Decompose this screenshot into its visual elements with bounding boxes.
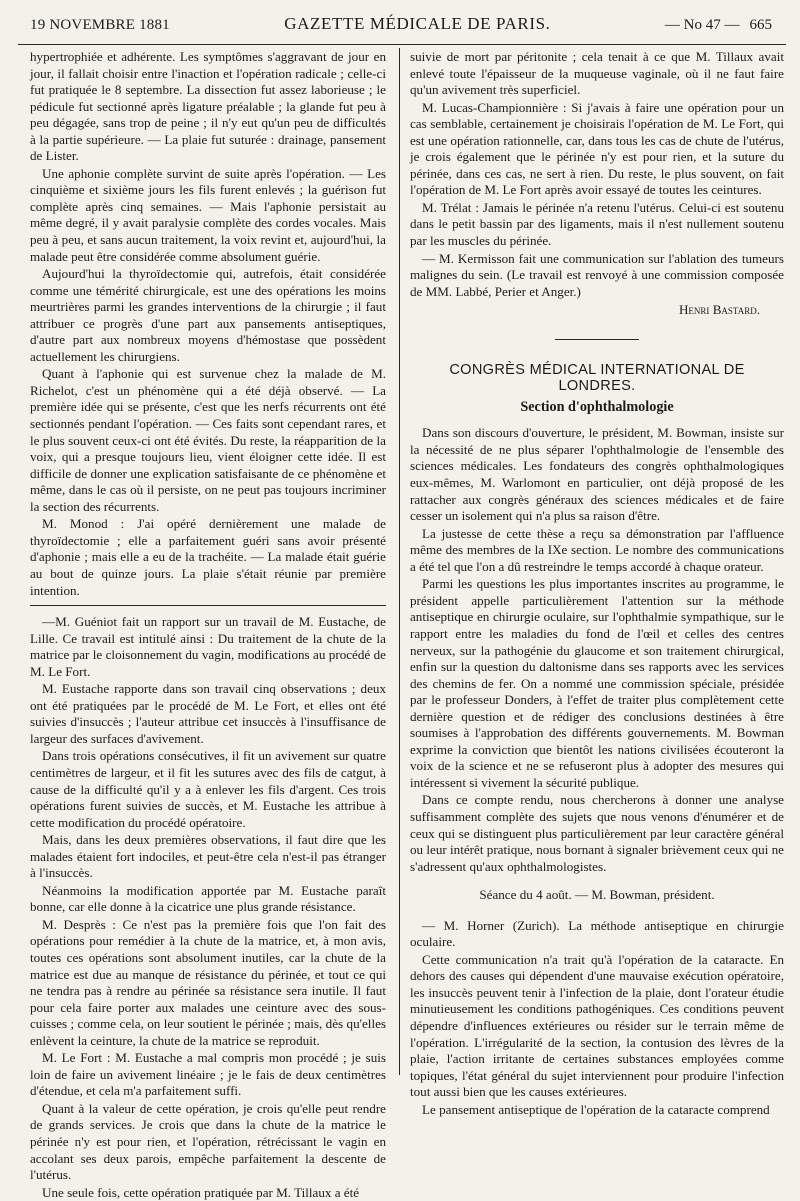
paragraph: La justesse de cette thèse a reçu sa démonstration par l'affluence même des membres de la IXe section. Le nombre des communications a été tel que l'on a dû restreindre le temps accordé à chaque orateur. [410, 525, 784, 574]
column-divider [399, 48, 400, 1075]
paragraph: Dans son discours d'ouverture, le président, M. Bowman, insiste sur la nécessité de ne plus séparer l'ophthalmologie de l'ensemble des sciences médicales. Les fondateurs des congrès ophthalmologiques eux-mêmes, M. Warlomont en particulier, ont déjà proposé de les rattacher aux congrès généraux des sciences médicales et de faire cesser un isolement qui n'a plus sa raison d'être. [410, 425, 784, 524]
paragraph: hypertrophiée et adhérente. Les symptômes s'aggravant de jour en jour, il fallait choisir entre l'inaction et l'opération radicale ; celle-ci fut pratiquée le 8 septembre. La dissection fut assez laborieuse ; le pédicule fut sectionné après ligature préalable ; la glande fut peu à peu dégagée, sans trop de peine ; il n'y eut qu'un peu de difficultés à la partie supérieure. — La plaie fut suturée : drainage, pansement de Lister. [30, 49, 386, 164]
header-rule [18, 44, 786, 45]
paragraph: Dans ce compte rendu, nous chercherons à donner une analyse suffisamment complète des sujets que nous venons d'énumérer et de ceux qui se distinguent plus particulièrement par leur caractère général ou leur intérêt pratique, nous bornant à signaler brièvement ceux qui ne s'adressent qu'aux ophthalmologistes. [410, 792, 784, 874]
page-header [30, 14, 772, 40]
paragraph: M. Le Fort : M. Eustache a mal compris mon procédé ; je suis loin de faire un avivement linéaire ; je le fais de deux centimètres d'étendue, et cela m'a parfaitement suffi. [30, 1050, 386, 1099]
paragraph: Parmi les questions les plus importantes inscrites au programme, le président appelle particulièrement l'attention sur la méthode antiseptique en chirurgie oculaire, sur l'ophthalmie sympathique, sur le rapport entre les maladies du fond de l'œil et celles des centres nerveux, sur la pathogénie du glaucome et son traitement chirurgical, enfin sur la question du daltonisme dans ses rapports avec les services des chemins de fer. On a nommé une commission spéciale, présidée par le professeur Donders, à l'effet de traiter plus complètement cette dernière question et de rédiger des conclusions destinées à être soumises à l'approbation des différents gouvernements. M. Bowman exprime la conviction que bientôt les nations civilisées écouteront la voix de la science et ne se refuseront plus à adopter des mesures qui intéressent si vivement la sécurité publique. [410, 576, 784, 790]
paragraph: Une aphonie complète survint de suite après l'opération. — Les cinquième et sixième jours les fils furent enlevés ; la guérison fut complète après cinq semaines. — Mais l'aphonie persistait au même degré, il y avait paralysie complète des cordes vocales. Mais peu à peu, et sans aucun traitement, la voix revint et, aujourd'hui, la malade peut être considérée comme absolument guérie. [30, 165, 386, 264]
section-separator [30, 605, 386, 606]
page-number: 665 [749, 17, 772, 33]
author-signature: Henri Bastard. [678, 302, 760, 318]
paragraph: Le pansement antiseptique de l'opération de la cataracte comprend [422, 1101, 770, 1117]
paragraph: suivie de mort par péritonite ; cela tenait à ce que M. Tillaux avait enlevé toute l'épaisseur de la muqueuse vaginale, où il ne faut faire qu'un avivement très superficiel. [410, 49, 784, 98]
issue-number: — No 47 — [664, 17, 740, 33]
paragraph: Quant à la valeur de cette opération, je crois qu'elle peut rendre de grands services. Je crois que dans la chute de la matrice le périnée n'y est pour rien, et l'opération, rétrécissant le vagin en accolant ses deux parois, empêche parfaitement la descente de l'utérus. [30, 1100, 386, 1183]
paragraph: M. Desprès : Ce n'est pas la première fois que l'on fait des opérations pour remédier à la chute de la matrice, et, à mon avis, toutes ces opérations sont absolument inutiles, car la chute de la matrice est due au manque de résistance du périnée, et tout ce qui ne tendra pas à rendre au périnée sa résistance sera inutile. Il faut pour cela faire porter aux malades une ceinture avec des sous-cuisses ; comme cela, on leur soutient le périnée ; mais, dès qu'elles enlèvent la ceinture, la chute de la matrice se reproduit. [30, 916, 386, 1048]
session-heading: Séance du 4 août. — M. Bowman, président. [479, 887, 715, 903]
paragraph: Néanmoins la modification apportée par M. Eustache paraît bonne, car elle donne à la cicatrice une plus grande résistance. [30, 882, 386, 915]
paragraph: Mais, dans les deux premières observations, il faut dire que les malades étaient fort indociles, et peut-être cela n'est-il pas étranger à l'insuccès. [30, 832, 386, 881]
paragraph: —M. Guéniot fait un rapport sur un travail de M. Eustache, de Lille. Ce travail est intitulé ainsi : Du traitement de la chute de la matrice par le cloisonnement du vagin, modifications au procédé de M. Le Fort. [30, 614, 386, 679]
congress-heading: CONGRÈS MÉDICAL INTERNATIONAL DE LONDRES. [449, 361, 745, 395]
paragraph: M. Trélat : Jamais le périnée n'a retenu l'utérus. Celui-ci est soutenu dans le petit bassin par des ligaments, mais il n'est nullement soutenu par les muscles du périnée. [410, 199, 784, 249]
paragraph: — M. Horner (Zurich). La méthode antiseptique en chirurgie oculaire. [410, 917, 784, 950]
paragraph: M. Monod : J'ai opéré dernièrement une malade de thyroïdectomie ; elle a parfaitement guéri sans avoir présenté d'aphonie ; mais elle a eu de la trachéite. — La malade était guérie au bout de quinze jours. La plaie s'était réunie par première intention. [30, 516, 386, 598]
paragraph: Quant à l'aphonie qui est survenue chez la malade de M. Richelot, c'est un phénomène qui a été déjà observé. — La première idée qui se présente, c'est que les nerfs récurrents ont été sectionnés pendant l'opération. — Ces faits sont cependant rares, et le plus souvent ceux-ci ont été évités. Du reste, la réapparition de la voix, qui a presque toujours lieu, vient éloigner cette idée. Il est difficile de donner une explication satisfaisante de ce phénomène et même, dans le cas où il persiste, on ne peut pas toujours incriminer la section des récurrents. [30, 366, 386, 514]
right-column [410, 49, 784, 1117]
header-date: 19 NOVEMBRE 1881 [30, 17, 170, 33]
paragraph: Aujourd'hui la thyroïdectomie qui, autrefois, était considérée comme une témérité chirurgicale, est une des opérations les moins meurtrières parmi les grandes interventions de la chirurgie ; il faut attribuer ce progrès d'une part aux pansements antiseptiques, d'autre part aux nombreux moyens d'hémostase que possèdent actuellement les chirurgiens. [30, 266, 386, 364]
article-separator [555, 339, 639, 340]
paragraph: — M. Kermisson fait une communication sur l'ablation des tumeurs malignes du sein. (Le travail est renvoyé à une commission composée de MM. Labbé, Perier et Anger.) [410, 250, 784, 299]
journal-title: GAZETTE MÉDICALE DE PARIS. [284, 14, 551, 33]
paragraph: Une seule fois, cette opération pratiquée par M. Tillaux a été [42, 1184, 360, 1200]
paragraph: M. Eustache rapporte dans son travail cinq observations ; deux ont été pratiquées par le procédé de M. Le Fort, et elles ont été suivies d'insuccès ; l'auteur attribue cet insuccès à l'insuffisance de largeur des surfaces d'avivement. [30, 681, 386, 746]
paragraph: Dans trois opérations consécutives, il fit un avivement sur quatre centimètres de largeur, et il fit les sutures avec des fils de catgut, à cause de la difficulté qu'il y a à enlever les fils d'argent. Ces trois opérations furent suivies de succès, et M. Eustache les attribue à cette modification du procédé opératoire. [30, 748, 386, 830]
header-meta [665, 17, 772, 34]
paragraph: Cette communication n'a trait qu'à l'opération de la cataracte. En dehors des causes qui dépendent d'une mauvaise exécution opératoire, les insuccès peuvent tenir à l'infection de la plaie, dont l'orateur étudie minutieusement les conditions pathogéniques. Ces conditions peuvent dépendre d'influences extérieures ou résider sur le terrain même de l'opération. L'irrégularité de la section, la contusion des lèvres de la plaie, l'action irritante de certaines substances employées comme topiques, l'état général du sujet interviennent pour produire l'infection tout aussi bien que les causes extérieures. [410, 951, 784, 1100]
left-column [30, 49, 386, 1200]
paragraph: M. Lucas-Championnière : Si j'avais à faire une opération pour un cas semblable, certainement je choisirais l'opération de M. Le Fort, qui est une opération rationnelle, car, dans tous les cas de chute de l'utérus, je crois également que le périnée n'y est pour rien, et la suture du périnée, dans ces cas, ne sert à rien. Du reste, le plus souvent, on fait l'opération de M. Le Fort après avoir essayé de toutes les ceintures. [410, 99, 784, 198]
section-heading: Section d'ophthalmologie [520, 398, 674, 415]
